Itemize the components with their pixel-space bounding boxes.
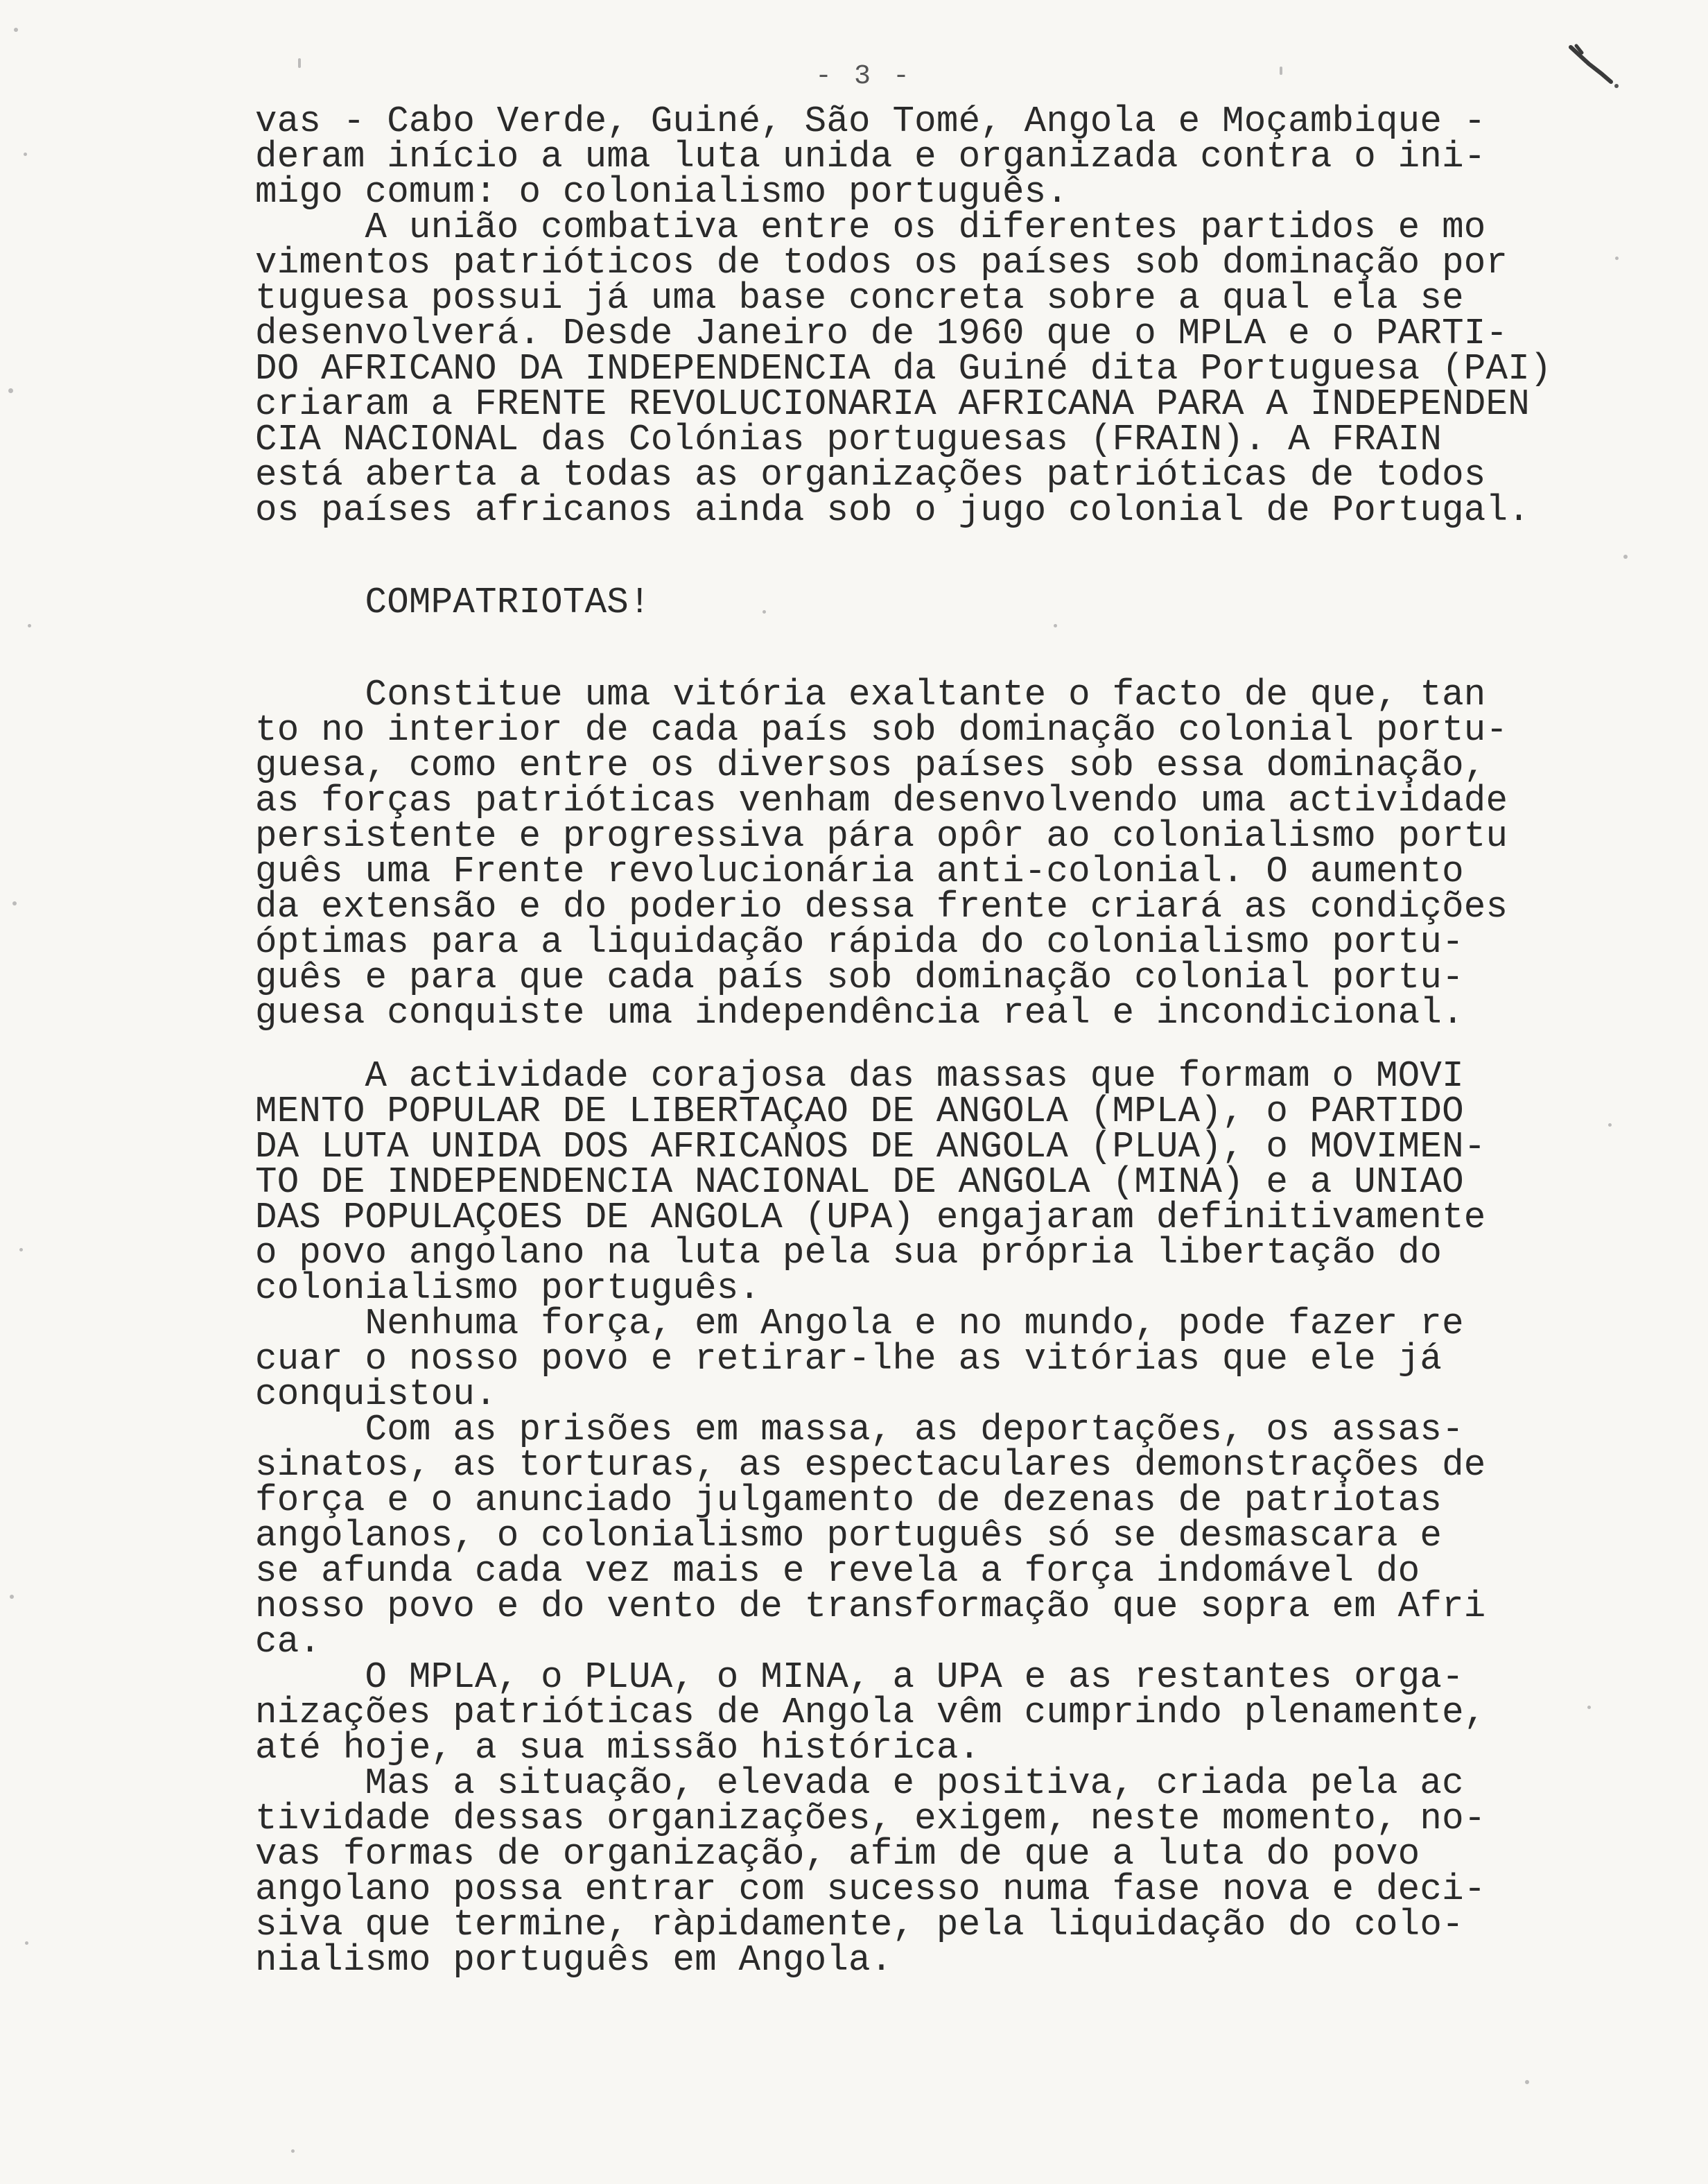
heading-line: COMPATRIOTAS! bbox=[255, 582, 651, 623]
page-number: - 3 - bbox=[815, 61, 913, 92]
text-line: cuar o nosso povo e retirar-lhe as vitórias que ele já bbox=[255, 1338, 1443, 1380]
text-line: o povo angolano na luta pela sua própria libertação do bbox=[255, 1232, 1443, 1274]
text-line: colonialismo português. bbox=[255, 1267, 761, 1309]
paragraph-p1 bbox=[255, 101, 1496, 213]
text-line: MENTO POPULAR DE LIBERTAÇAO DE ANGOLA (MPLA), o PARTIDO bbox=[255, 1091, 1464, 1132]
scan-speck bbox=[298, 58, 301, 68]
text-line: DAS POPULAÇOES DE ANGOLA (UPA) engajaram definitivamente bbox=[255, 1197, 1486, 1238]
paragraph-spacer bbox=[255, 621, 1496, 677]
text-line: óptimas para a liquidação rápida do colonialismo portu- bbox=[255, 921, 1464, 963]
scan-speck bbox=[25, 1941, 28, 1945]
text-line: Com as prisões em massa, as deportações, os assas- bbox=[255, 1409, 1464, 1450]
text-line: os países africanos ainda sob o jugo colonial de Portugal. bbox=[255, 489, 1530, 531]
scan-speck bbox=[8, 388, 13, 393]
text-line: tuguesa possui já uma base concreta sobre a qual ela se bbox=[255, 277, 1464, 319]
text-line: Constitue uma vitória exaltante o facto de que, tan bbox=[255, 674, 1486, 716]
text-line: se afunda cada vez mais e revela a força indomável do bbox=[255, 1550, 1420, 1592]
scan-speck bbox=[19, 1248, 23, 1251]
text-line: Nenhuma força, em Angola e no mundo, pode fazer re bbox=[255, 1303, 1464, 1344]
text-line: vas formas de organização, afim de que a luta do povo bbox=[255, 1833, 1420, 1875]
text-line: guês uma Frente revolucionária anti-colonial. O aumento bbox=[255, 851, 1464, 892]
scan-speck bbox=[1587, 1706, 1591, 1709]
ink-mark-icon bbox=[1568, 43, 1623, 92]
text-line: CIA NACIONAL das Colónias portuguesas (FRAIN). A FRAIN bbox=[255, 419, 1443, 460]
paragraph-p4 bbox=[255, 1055, 1496, 1981]
typed-body-text bbox=[255, 101, 1552, 1981]
text-line: deram início a uma luta unida e organizada contra o ini- bbox=[255, 136, 1486, 177]
text-line: angolanos, o colonialismo português só se desmascara e bbox=[255, 1515, 1443, 1557]
text-line: nosso povo e do vento de transformação que sopra em Afri bbox=[255, 1586, 1486, 1627]
scan-speck bbox=[14, 28, 18, 32]
scan-speck bbox=[1525, 2080, 1529, 2084]
scan-speck bbox=[28, 624, 31, 627]
scan-speck bbox=[291, 2149, 295, 2153]
text-line: sinatos, as torturas, as espectaculares demonstrações de bbox=[255, 1444, 1486, 1486]
scan-speck bbox=[1623, 555, 1628, 559]
text-line: migo comum: o colonialismo português. bbox=[255, 171, 1069, 213]
text-line: nizações patrióticas de Angola vêm cumprindo plenamente, bbox=[255, 1692, 1486, 1733]
text-line: Mas a situação, elevada e positiva, criada pela ac bbox=[255, 1762, 1464, 1804]
text-line: A actividade corajosa das massas que formam o MOVI bbox=[255, 1055, 1464, 1097]
paragraph-spacer bbox=[255, 1031, 1496, 1059]
paragraph-p2 bbox=[255, 207, 1552, 531]
text-line: guesa conquiste uma independência real e incondicional. bbox=[255, 992, 1464, 1034]
text-line: guês e para que cada país sob dominação colonial portu- bbox=[255, 957, 1464, 998]
text-line: até hoje, a sua missão histórica. bbox=[255, 1727, 981, 1769]
paragraph-spacer bbox=[255, 528, 1496, 585]
text-line: DO AFRICANO DA INDEPENDENCIA da Guiné dita Portuguesa (PAI) bbox=[255, 348, 1552, 390]
text-line: criaram a FRENTE REVOLUCIONARIA AFRICANA PARA A INDEPENDEN bbox=[255, 383, 1530, 425]
text-line: DA LUTA UNIDA DOS AFRICANOS DE ANGOLA (PLUA), o MOVIMEN- bbox=[255, 1126, 1486, 1168]
text-line: as forças patrióticas venham desenvolvendo uma actividade bbox=[255, 780, 1508, 822]
text-line: desenvolverá. Desde Janeiro de 1960 que o MPLA e o PARTI- bbox=[255, 313, 1508, 354]
text-line: conquistou. bbox=[255, 1373, 497, 1415]
scan-speck bbox=[1608, 1123, 1612, 1127]
text-line: persistente e progressiva pára opôr ao colonialismo portu bbox=[255, 815, 1508, 857]
text-line: angolano possa entrar com sucesso numa fase nova e deci- bbox=[255, 1869, 1486, 1910]
text-line: vimentos patrióticos de todos os países sob dominação por bbox=[255, 242, 1508, 284]
text-line: siva que termine, ràpidamente, pela liquidação do colo- bbox=[255, 1904, 1464, 1945]
text-line: O MPLA, o PLUA, o MINA, a UPA e as restantes orga- bbox=[255, 1656, 1464, 1698]
text-line: TO DE INDEPENDENCIA NACIONAL DE ANGOLA (MINA) e a UNIAO bbox=[255, 1161, 1464, 1203]
text-line: guesa, como entre os diversos países sob essa dominação, bbox=[255, 745, 1486, 786]
scan-speck bbox=[10, 1595, 14, 1599]
text-line: to no interior de cada país sob dominação colonial portu- bbox=[255, 709, 1508, 751]
text-line: da extensão e do poderio dessa frente criará as condições bbox=[255, 886, 1508, 928]
scan-speck bbox=[1280, 67, 1282, 75]
text-line: ca. bbox=[255, 1621, 322, 1663]
section-heading bbox=[255, 582, 1496, 623]
text-line: tividade dessas organizações, exigem, neste momento, no- bbox=[255, 1798, 1486, 1839]
text-line: nialismo português em Angola. bbox=[255, 1939, 893, 1981]
text-line: está aberta a todas as organizações patrióticas de todos bbox=[255, 454, 1486, 496]
scan-speck bbox=[24, 153, 27, 156]
scan-speck bbox=[12, 901, 17, 905]
text-line: vas - Cabo Verde, Guiné, São Tomé, Angola e Moçambique - bbox=[255, 101, 1486, 142]
paragraph-p3 bbox=[255, 674, 1508, 1034]
text-line: A união combativa entre os diferentes partidos e mo bbox=[255, 207, 1486, 248]
text-line: força e o anunciado julgamento de dezenas de patriotas bbox=[255, 1480, 1443, 1521]
scan-speck bbox=[1615, 257, 1619, 260]
